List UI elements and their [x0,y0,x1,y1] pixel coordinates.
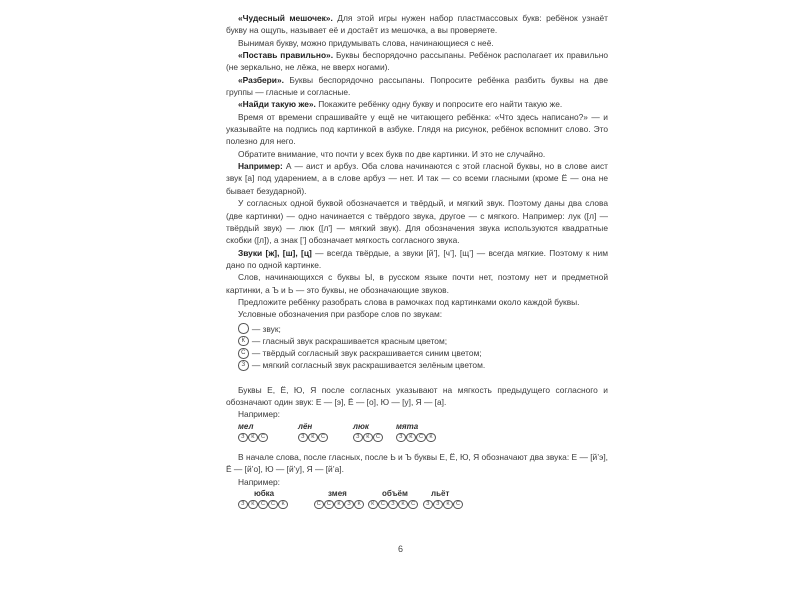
paragraph-chudesny-meshochek: «Чудесный мешочек». Для этой игры нужен набор пластмассовых букв: ребёнок узнаёт букву на ощупь, называет её и достаёт из мешочка, а вы проверяете. [226,13,608,36]
hard-consonant-circle-icon: С [238,348,249,359]
legend-row: К — гласный звук раскрашивается красным цветом; [238,335,608,347]
word-item: юбка З К С С К [238,488,288,510]
paragraph-soglasnye: У согласных одной буквой обозначается и твёрдый, и мягкий звук. Поэтому даны два слова (две картинки) — одно начинается с твёрдого звука, другое — с мягкого. Например: лук ([л] — твёрдый звук) — люк ([л'] — мягкий звук). Для обозначения звука используются квадратные скобки ([л]), а знак [’] обозначает мягкость согласного звука. [226,198,608,246]
sound-scheme: З З К С [423,500,463,510]
paragraph-naprimer-1: Например: [238,409,280,420]
word-item: лён З К С [298,421,328,443]
paragraph-predlozhite: Предложите ребёнку разобрать слова в рамочках под картинками около каждой буквы. [238,296,580,307]
paragraph-razberi: «Разбери». Буквы беспорядочно рассыпаны. Попросите ребёнка разбить буквы на две группы — гласные и согласные. [226,74,608,98]
paragraph-postav-pravilno: «Поставь правильно». Буквы беспорядочно рассыпаны. Ребёнок располагает их правильно (не зеркально, не лёжа, не вверх ногами). [226,50,608,73]
sound-circle-icon [238,323,249,334]
word-analysis-group-1 [226,421,608,451]
paragraph-naidi-takuyu: «Найди такую же». Покажите ребёнку одну букву и попросите его найти такую же. [238,99,563,110]
sound-scheme: К С З К С [368,500,418,510]
paragraph-vynimaya: Вынимая букву, можно придумывать слова, начинающиеся с неё. [238,37,494,48]
paragraph-naprimer-aist: Например: А — аист и арбуз. Оба слова начинаются с этой гласной буквы, но в слове аист звук [а] под ударением, а в слове арбуз — нет. И так — со всеми гласными (кроме Ё — она не бывает безударной). [226,161,608,196]
sound-scheme: З К С С К [238,500,288,510]
sound-legend [226,323,608,372]
legend-row: — звук; [238,323,608,335]
word-item: люк З К С [353,421,383,443]
soft-consonant-circle-icon: З [238,360,249,371]
document-page [226,12,608,518]
sound-scheme: С С К З К [314,500,364,510]
paragraph-slov: Слов, начинающихся с буквы Ы, в русском языке почти нет, поэтому нет и предметной картинки, а Ъ и Ь — это буквы, не обозначающие звуков. [226,272,608,295]
word-item: объём К С З К С [368,488,418,510]
paragraph-obratite: Обратите внимание, что почти у всех букв по две картинки. И это не случайно. [238,148,546,159]
paragraph-uslovnye: Условные обозначения при разборе слов по звукам: [238,309,443,320]
sound-scheme: З К С [353,433,383,443]
paragraph-bukvy-e: Буквы Е, Ё, Ю, Я после согласных указывают на мягкость предыдущего согласного и обозначают один звук: Е — [э], Ё — [о], Ю — [у], Я — [а]. [226,384,608,408]
page-number: 6 [398,544,404,554]
word-analysis-group-2 [226,488,608,518]
vowel-circle-icon: К [238,336,249,347]
word-item: мята З К С К [396,421,436,443]
word-item: змея С С К З К [314,488,364,510]
word-item: мел З К С [238,421,268,443]
paragraph-v-nachale: В начале слова, после гласных, после Ь и Ъ буквы Е, Ё, Ю, Я обозначают два звука: Е — [й’э], Ё — [й’о], Ю — [й’у], Я — [й’а]. [226,451,608,475]
sound-scheme: З К С [238,433,268,443]
paragraph-naprimer-2: Например: [238,476,280,487]
sound-scheme: З К С К [396,433,436,443]
legend-row: С — твёрдый согласный звук раскрашивается синим цветом; [238,347,608,359]
paragraph-zvuki: Звуки [ж], [ш], [ц] — всегда твёрдые, а звуки [й’], [ч’], [щ’] — всегда мягкие. Поэтому к ним дано по одной картинке. [226,247,608,270]
sound-scheme: З К С [298,433,328,443]
word-item: льёт З З К С [423,488,463,510]
paragraph-vremya: Время от времени спрашивайте у ещё не читающего ребёнка: «Что здесь написано?» — и указывайте на подпись под картинкой в азбуке. Глядя на рисунок, ребёнок вспомнит слово. Это полезно для него. [226,111,608,147]
legend-row: З — мягкий согласный звук раскрашивается зелёным цветом. [238,359,608,371]
